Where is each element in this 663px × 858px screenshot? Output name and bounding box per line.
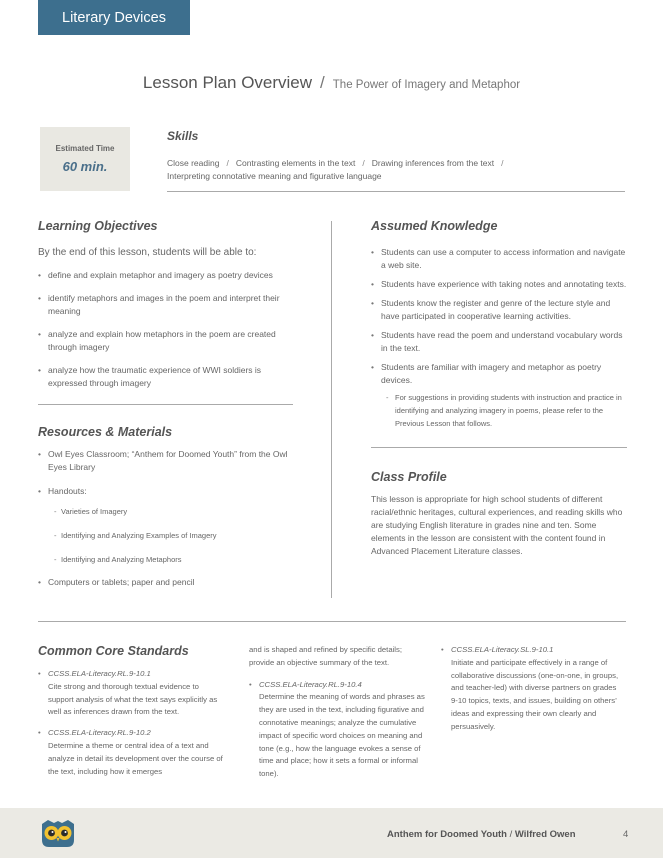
- divider: [38, 621, 626, 622]
- section-tab: Literary Devices: [38, 0, 190, 35]
- page-title: [0, 73, 663, 93]
- skill-item: Contrasting elements in the text: [235, 158, 356, 168]
- profile-text: This lesson is appropriate for high school students of different racial/ethnic heritages, cultural experiences, and reading skills who are studying English literature in grades nine and ten. Some elements in the lesson are consistent with the content found in Advanced Placement Literature classes.: [371, 494, 623, 556]
- standard-code: • CCSS.ELA-Literacy.RL.9-10.4: [259, 679, 362, 689]
- list-item: • Owl Eyes Classroom; “Anthem for Doomed Youth” from the Owl Eyes Library: [38, 448, 296, 474]
- standard-item: [441, 644, 625, 734]
- standards-column-3: [441, 644, 625, 734]
- time-value: 60 min.: [62, 159, 108, 174]
- objectives-intro: By the end of this lesson, students will be able to:: [38, 247, 257, 258]
- list-item: - Identifying and Analyzing Examples of Imagery: [48, 531, 296, 541]
- footer-author: Wilfred Owen: [514, 829, 576, 840]
- knowledge-section: [371, 219, 627, 430]
- list-item: • Students have read the poem and understand vocabulary words in the text.: [371, 329, 627, 355]
- standards-heading: Common Core Standards: [38, 644, 189, 658]
- standard-text: Determine a theme or central idea of a text and analyze in detail its development over the course of the text, including how it emerges: [48, 740, 223, 776]
- time-label: Estimated Time: [55, 144, 115, 153]
- knowledge-list: [371, 246, 627, 387]
- standard-text: Initiate and participate effectively in a range of collaborative discussions (one-on-one, in groups, and teacher-led) with diverse partners on grades 9-10 topics, texts, and issues, building on others’ ideas and expressing their own clearly and persuasively.: [451, 657, 619, 731]
- objectives-list: [38, 269, 296, 390]
- standard-item: [38, 727, 224, 778]
- resources-heading: Resources & Materials: [38, 425, 173, 439]
- left-column: [38, 219, 296, 600]
- list-item: [38, 485, 296, 565]
- column-divider: [331, 221, 332, 598]
- divider: [371, 447, 627, 448]
- right-column: [371, 219, 627, 558]
- title-separator: /: [320, 73, 325, 92]
- skills-section: [167, 129, 625, 183]
- resources-list: [38, 448, 296, 589]
- list-item: - Varieties of Imagery: [48, 507, 296, 517]
- footer-title: [387, 829, 576, 840]
- skill-separator: /: [362, 158, 365, 168]
- handouts-list: [48, 507, 296, 565]
- list-item: • Students have experience with taking notes and annotating texts.: [371, 278, 627, 291]
- standards-column-1: [38, 668, 224, 786]
- skills-heading: Skills: [167, 129, 199, 143]
- knowledge-heading: Assumed Knowledge: [371, 219, 498, 233]
- divider: [38, 404, 293, 405]
- resources-section: [38, 425, 296, 589]
- page-number: 4: [623, 829, 629, 840]
- standard-text: Determine the meaning of words and phrases as they are used in the text, including figurative and connotative meanings; analyze the cumulative impact of specific word choices on meaning and tone (e.g., how the language evokes a sense of time and place; how it sets a formal or informal tone).: [259, 692, 425, 779]
- divider: [167, 191, 625, 192]
- profile-section: [371, 470, 627, 558]
- footer-work-title: Anthem for Doomed Youth: [387, 829, 507, 840]
- standard-code: • CCSS.ELA-Literacy.RL.9-10.2: [48, 728, 151, 738]
- standard-item: [249, 679, 429, 781]
- skill-separator: /: [226, 158, 229, 168]
- profile-heading: Class Profile: [371, 470, 447, 484]
- standard-text: Cite strong and thorough textual evidence to support analysis of what the text says explicitly as well as inferences drawn from the text.: [48, 681, 218, 717]
- standards-column-2: [249, 644, 429, 781]
- title-main: Lesson Plan Overview: [142, 73, 313, 92]
- skill-item: Close reading: [167, 158, 220, 168]
- page-footer: [0, 808, 663, 858]
- list-item: • analyze and explain how metaphors in the poem are created through imagery: [38, 328, 296, 354]
- title-subtitle: The Power of Imagery and Metaphor: [332, 79, 521, 91]
- list-item: • Students are familiar with imagery and metaphor as poetry devices.: [371, 361, 627, 387]
- knowledge-note: - For suggestions in providing students with instruction and practice in identifying and analyzing imagery in poems, please refer to the Previous Lesson that follows.: [371, 391, 627, 430]
- standard-code: • CCSS.ELA-Literacy.SL.9-10.1: [451, 645, 554, 654]
- skill-item: Drawing inferences from the text: [371, 158, 495, 168]
- standard-code: • CCSS.ELA-Literacy.RL.9-10.1: [48, 669, 151, 678]
- handouts-label: Handouts:: [48, 486, 87, 496]
- standard-item: [38, 668, 224, 719]
- objectives-heading: Learning Objectives: [38, 219, 158, 233]
- list-item: • analyze how the traumatic experience of WWI soldiers is expressed through imagery: [38, 364, 296, 390]
- list-item: • define and explain metaphor and imagery as poetry devices: [38, 269, 296, 282]
- skill-separator: /: [501, 158, 504, 168]
- list-item: • identify metaphors and images in the poem and interpret their meaning: [38, 292, 296, 318]
- list-item: • Students know the register and genre of the lecture style and have participated in cooperative learning activities.: [371, 297, 627, 323]
- owl-logo-icon: [39, 818, 77, 848]
- skill-item: Interpreting connotative meaning and figurative language: [167, 171, 382, 181]
- list-item: • Computers or tablets; paper and pencil: [38, 576, 296, 589]
- standard-continuation: and is shaped and refined by specific details; provide an objective summary of the text.: [249, 645, 402, 667]
- skills-list: [167, 157, 625, 183]
- footer-separator: /: [506, 829, 515, 840]
- list-item: • Students can use a computer to access information and navigate a web site.: [371, 246, 627, 272]
- list-item: - Identifying and Analyzing Metaphors: [48, 555, 296, 565]
- estimated-time-box: [40, 127, 130, 191]
